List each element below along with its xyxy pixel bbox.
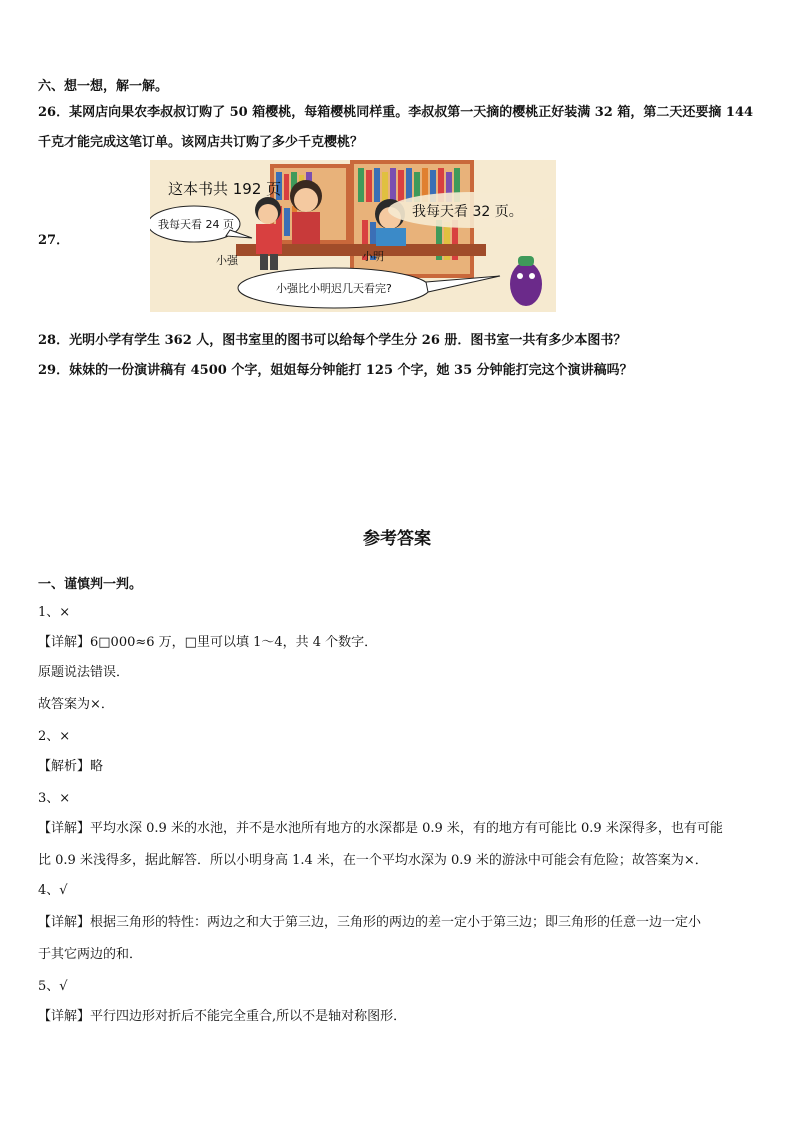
answer-1-line-3: 故答案为×． — [38, 697, 114, 712]
question-27-number: 27． — [38, 233, 70, 248]
question-29: 29．妹妹的一份演讲稿有 4500 个字，姐姐每分钟能打 125 个字，她 35 分钟能打完这个演讲稿吗？ — [38, 363, 633, 378]
answer-2-detail: 【解析】略 — [38, 759, 104, 774]
answer-1-line-2: 原题说法错误． — [38, 665, 130, 680]
xiaoqiang-bubble-text: 我每天看 24 页 — [158, 218, 234, 231]
answer-4-detail-line-2: 于其它两边的和． — [38, 947, 143, 962]
section-heading-6: 六、想一想，解一解。 — [38, 79, 169, 94]
answer-1-label: 1、× — [38, 605, 71, 620]
answer-4-label: 4、√ — [38, 883, 68, 898]
xiaoqiang-label: 小强 — [216, 254, 238, 267]
book-page-count-text: 这本书共 192 页 — [168, 180, 282, 198]
xiaoming-bubble-text: 我每天看 32 页。 — [412, 204, 523, 220]
question-27-illustration — [150, 160, 556, 312]
girl-figure — [290, 180, 322, 244]
answer-5-label: 5、√ — [38, 979, 68, 994]
section-heading-1: 一、谨慎判一判。 — [38, 577, 143, 592]
question-26-line-2: 千克才能完成这笔订单。该网店共订购了多少千克樱桃？ — [38, 135, 364, 150]
answer-3-detail-line-2: 比 0.9 米浅得多，据此解答．所以小明身高 1.4 米，在一个平均水深为 0.9 米的游泳中可能会有危险；故答案为×． — [38, 853, 708, 868]
answer-4-detail-line-1: 【详解】根据三角形的特性：两边之和大于第三边，三角形的两边的差一定小于第三边；即三角形的任意一边一定小 — [38, 915, 702, 930]
answer-1-detail: 【详解】6□000≈6 万，□里可以填 1～4，共 4 个数字． — [38, 635, 378, 650]
answer-3-label: 3、× — [38, 791, 71, 806]
answers-title: 参考答案 — [363, 529, 431, 549]
answer-3-detail-line-1: 【详解】平均水深 0.9 米的水池，并不是水池所有地方的水深都是 0.9 米，有的地方有可能比 0.9 米深得多，也有可能 — [38, 821, 723, 836]
question-bubble-text: 小强比小明迟几天看完? — [276, 282, 392, 295]
answer-2-label: 2、× — [38, 729, 71, 744]
question-28: 28．光明小学有学生 362 人，图书室里的图书可以给每个学生分 26 册．图书室一共有多少本图书？ — [38, 333, 627, 348]
answer-5-detail: 【详解】平行四边形对折后不能完全重合,所以不是轴对称图形． — [38, 1009, 407, 1024]
question-26-line-1: 26．某网店向果农李叔叔订购了 50 箱樱桃，每箱樱桃同样重。李叔叔第一天摘的樱桃正好装满 32 箱，第二天还要摘 144 — [38, 105, 754, 120]
xiaoming-label: 小明 — [362, 250, 384, 263]
